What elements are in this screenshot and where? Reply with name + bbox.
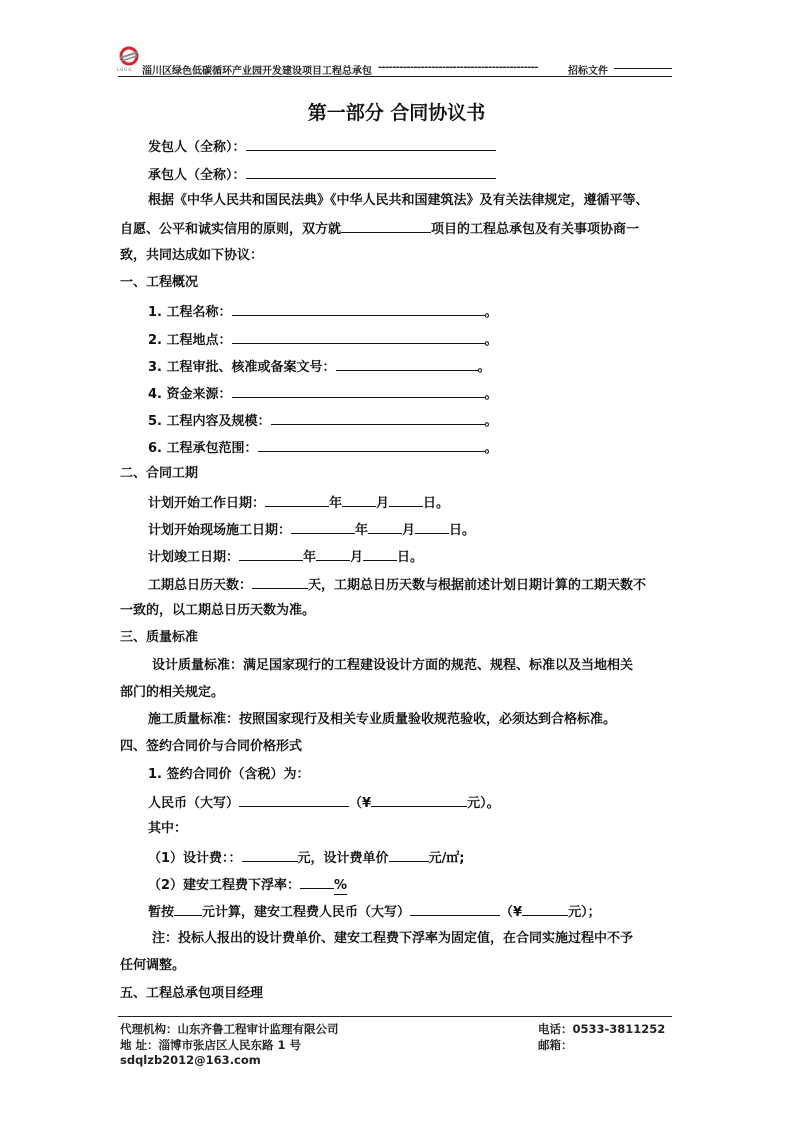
employer-line: [148, 138, 496, 156]
day-blank[interactable]: [389, 494, 423, 507]
item-end: 。: [484, 333, 498, 348]
item-blank[interactable]: [336, 358, 478, 371]
footer-rule: [118, 1016, 672, 1017]
unit-label: 元/㎡;: [428, 851, 465, 866]
rmb-label: 人民币（大写）: [148, 796, 240, 811]
year-label: 年: [329, 496, 343, 511]
employer-blank[interactable]: [246, 138, 496, 151]
item-end: 。: [484, 441, 498, 456]
item-blank[interactable]: [271, 412, 485, 425]
footer-postcode: 邮箱：: [538, 1038, 573, 1052]
date-label: 计划竣工日期：: [148, 550, 240, 565]
logo-caption: LOGO: [117, 67, 133, 72]
month-label: 月: [350, 550, 364, 565]
intro-text-b: 项目的工程总承包及有关事项协商一: [431, 222, 640, 237]
intro-line-2: [120, 220, 639, 238]
design-fee-line: [148, 849, 465, 867]
total-days-text: 天，工期总日历天数与根据前述计划日期计算的工期天数不: [308, 578, 647, 593]
temporary-line: [148, 903, 601, 921]
unit-price-blank[interactable]: [389, 849, 429, 862]
month-blank[interactable]: [342, 494, 376, 507]
item-label: 1. 工程名称：: [148, 305, 232, 320]
rmb-amount-blank[interactable]: [371, 794, 467, 807]
year-label: 年: [303, 550, 317, 565]
day-blank[interactable]: [415, 521, 449, 534]
year-blank[interactable]: [265, 494, 329, 507]
float-rate-blank[interactable]: [300, 876, 334, 889]
temp-label: 暂按: [148, 905, 175, 920]
section-1-heading: 一、工程概况: [120, 275, 199, 290]
header-doc-type: 招标文件: [568, 66, 608, 77]
rmb-line: [148, 794, 500, 812]
item-label: 2. 工程地点：: [148, 333, 232, 348]
yuan-label: 元）；: [568, 905, 601, 920]
item-label: 6. 工程承包范围：: [148, 441, 258, 456]
contractor-label: 承包人（全称）：: [148, 168, 246, 183]
plan-start-line: [148, 494, 449, 512]
yen-label: （¥: [500, 905, 523, 920]
project-info-item: [148, 331, 498, 349]
header-project: 淄川区绿色低碳循环产业园开发建设项目工程总承包: [142, 66, 372, 77]
intro-line-3: 致，共同达成如下协议：: [120, 248, 264, 263]
project-info-item: [148, 439, 498, 457]
year-blank[interactable]: [239, 548, 303, 561]
footer-email[interactable]: sdqlzb2012@163.com: [120, 1053, 261, 1067]
section-5-heading: 五、工程总承包项目经理: [120, 986, 264, 1001]
item-blank[interactable]: [232, 385, 485, 398]
header-dashes: ---------------------------------------------: [378, 62, 538, 73]
total-days-line-2: 一致的，以工期总日历天数为准。: [120, 603, 316, 618]
footer-phone: 电话：0533-3811252: [538, 1022, 666, 1036]
employer-label: 发包人（全称）：: [148, 140, 246, 155]
design-quality-line-2: 部门的相关规定。: [120, 685, 225, 700]
design-fee-label: （1）设计费：：: [148, 851, 242, 866]
temp-amount-blank[interactable]: [174, 903, 202, 916]
item-blank[interactable]: [258, 439, 485, 452]
section-3-heading: 三、质量标准: [120, 630, 199, 645]
day-label: 日。: [397, 550, 424, 565]
percent-sign: %: [334, 878, 348, 893]
project-info-item: [148, 358, 491, 376]
float-rate-line: [148, 876, 347, 895]
project-name-blank[interactable]: [341, 220, 431, 233]
company-logo: [118, 46, 140, 68]
item-label: 4. 资金来源：: [148, 387, 232, 402]
intro-line-1: 根据《中华人民共和国民法典》《中华人民共和国建筑法》及有关法律规定，遵循平等、: [148, 193, 649, 208]
unit-price-label: 元，设计费单价: [297, 851, 389, 866]
month-label: 月: [376, 496, 390, 511]
footer-agency: 代理机构：山东齐鲁工程审计监理有限公司: [120, 1022, 339, 1036]
date-label: 计划开始工作日期：: [148, 496, 266, 511]
contract-price-label: 1. 签约合同价（含税）为：: [148, 767, 310, 782]
item-end: 。: [477, 360, 491, 375]
month-blank[interactable]: [316, 548, 350, 561]
construction-amount-blank[interactable]: [522, 903, 568, 916]
project-info-item: [148, 385, 498, 403]
yuan-label: 元）。: [467, 796, 500, 811]
float-rate-label: （2）建安工程费下浮率：: [148, 878, 301, 893]
year-blank[interactable]: [291, 521, 355, 534]
item-end: 。: [484, 387, 498, 402]
header-rule: [118, 76, 672, 77]
total-days-label: 工期总日历天数：: [148, 578, 253, 593]
rmb-words-blank[interactable]: [239, 794, 349, 807]
yen-label: （¥: [349, 796, 372, 811]
completion-line: [148, 548, 423, 566]
temp-text: 元计算，建安工程费人民币（大写）: [202, 905, 411, 920]
note-line-1: 注：投标人报出的设计费单价、建安工程费下浮率为固定值，在合同实施过程中不予: [152, 931, 634, 946]
date-label: 计划开始现场施工日期：: [148, 523, 292, 538]
design-fee-blank[interactable]: [242, 849, 298, 862]
item-blank[interactable]: [232, 303, 485, 316]
design-quality-line-1: 设计质量标准：满足国家现行的工程建设设计方面的规范、规程、标准以及当地相关: [152, 658, 634, 673]
item-end: 。: [484, 414, 498, 429]
site-start-line: [148, 521, 475, 539]
total-days-blank[interactable]: [252, 576, 308, 589]
project-info-item: [148, 303, 498, 321]
page-title: 第一部分 合同协议书: [307, 102, 486, 124]
item-label: 5. 工程内容及规模：: [148, 414, 271, 429]
contractor-line: [148, 166, 496, 184]
including-label: 其中：: [148, 821, 188, 836]
month-label: 月: [402, 523, 416, 538]
note-line-2: 任何调整。: [120, 958, 186, 973]
year-label: 年: [355, 523, 369, 538]
intro-text-a: 自愿、公平和诚实信用的原则，双方就: [120, 222, 342, 237]
construction-quality-line: 施工质量标准：按照国家现行及相关专业质量验收规范验收，必须达到合格标准。: [148, 712, 617, 727]
item-end: 。: [484, 305, 498, 320]
header-short-rule: [614, 68, 672, 69]
total-days-line: [148, 576, 646, 594]
section-2-heading: 二、合同工期: [120, 466, 199, 481]
section-4-heading: 四、签约合同价与合同价格形式: [120, 739, 303, 754]
month-blank[interactable]: [368, 521, 402, 534]
day-label: 日。: [423, 496, 450, 511]
project-info-item: [148, 412, 498, 430]
item-label: 3. 工程审批、核准或备案文号：: [148, 360, 336, 375]
day-label: 日。: [449, 523, 476, 538]
contractor-blank[interactable]: [246, 166, 496, 179]
construction-words-blank[interactable]: [410, 903, 500, 916]
item-blank[interactable]: [232, 331, 485, 344]
footer-address: 地 址：淄博市张店区人民东路 1 号: [120, 1038, 302, 1052]
day-blank[interactable]: [363, 548, 397, 561]
